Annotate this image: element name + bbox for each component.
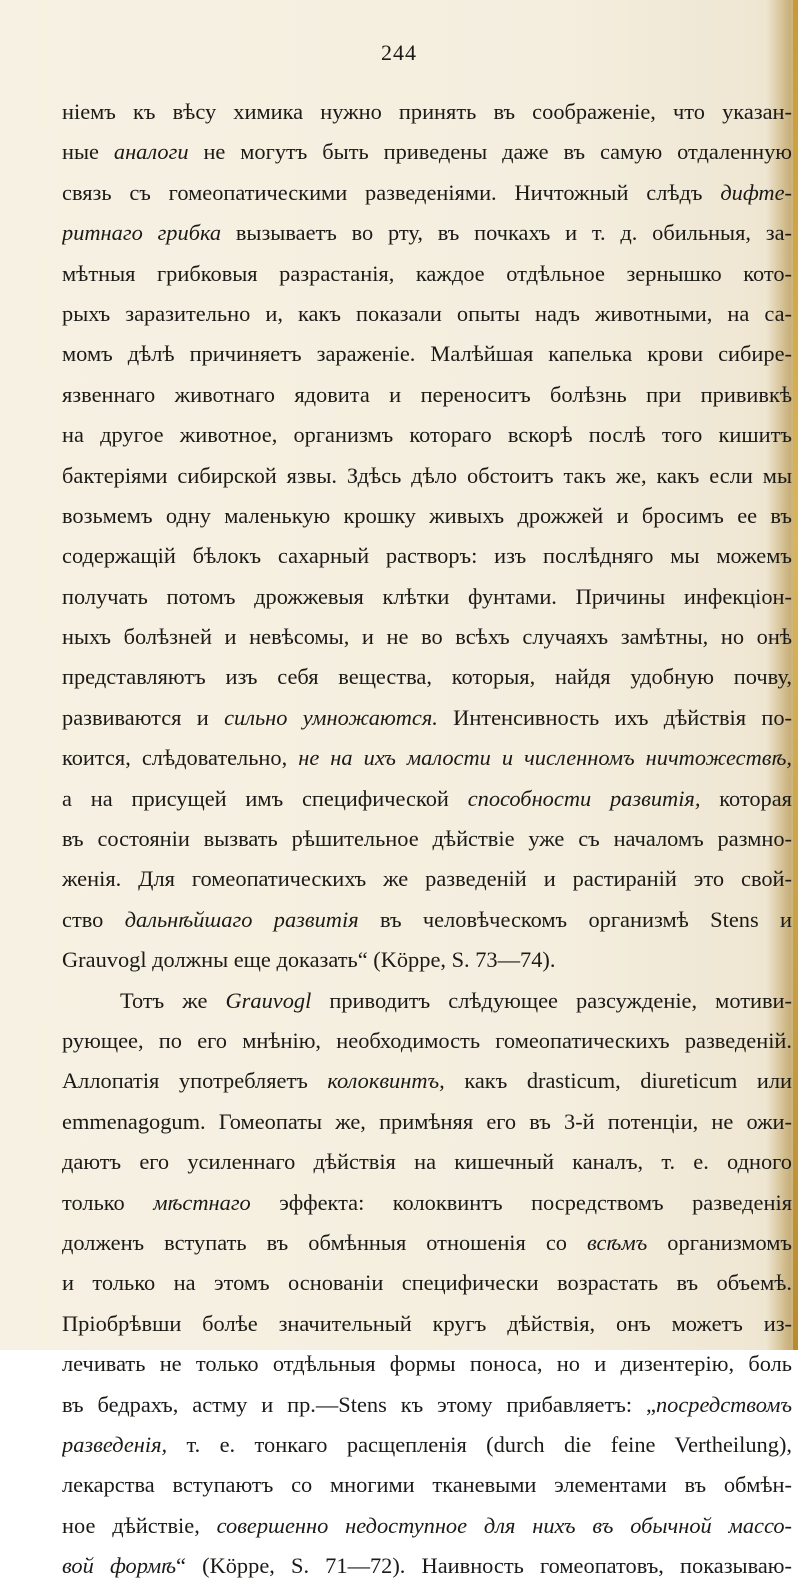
text-line xyxy=(62,1142,792,1182)
text-line xyxy=(62,415,792,455)
text-line xyxy=(62,819,792,859)
text-line xyxy=(62,1223,792,1263)
text-run: представляютъ изъ себя вещества, которыя, найдя удобную почву, xyxy=(62,664,792,690)
text-line xyxy=(62,536,792,576)
text-run: мѣтныя грибковыя разрастанія, каждое отдѣльное зернышко кото- xyxy=(62,260,792,286)
italic-text: способности развитія, xyxy=(467,785,701,811)
text-run: Интенсивность ихъ дѣйствія по- xyxy=(437,704,792,730)
text-line xyxy=(62,1385,792,1425)
text-line xyxy=(62,1425,792,1465)
text-run: въ бедрахъ, астму и пр.—Stens къ этому прибавляетъ: „ xyxy=(62,1391,656,1417)
italic-text: посредствомъ xyxy=(655,1391,792,1417)
italic-text: вой формѣ xyxy=(62,1553,177,1579)
text-run: женія. Для гомеопатическихъ же разведеній и растираній это свой- xyxy=(62,866,792,892)
text-line xyxy=(62,213,792,253)
text-run: лечивать не только отдѣльныя формы поноса, но и дизентерію, боль xyxy=(62,1351,792,1377)
text-run: ніемъ къ вѣсу химика нужно принять въ соображеніе, что указан- xyxy=(62,99,792,124)
text-run: не могутъ быть приведены даже въ самую отдаленную xyxy=(188,139,792,165)
text-run: ство xyxy=(62,906,125,932)
italic-text: Grauvogl xyxy=(225,987,312,1013)
text-line xyxy=(62,496,792,536)
text-run: бактеріями сибирской язвы. Здѣсь дѣло обстоитъ такъ же, какъ если мы xyxy=(62,462,792,488)
text-run: эффекта: колоквинтъ посредствомъ разведенія xyxy=(250,1189,792,1215)
text-line xyxy=(62,1021,792,1061)
text-line xyxy=(62,940,792,980)
text-run: Пріобрѣвши болѣе значительный кругъ дѣйствія, онъ можетъ из- xyxy=(62,1310,792,1336)
italic-text: всѣмъ xyxy=(587,1229,648,1255)
text-run: получать потомъ дрожжевыя клѣтки фунтами. Причины инфекціон- xyxy=(62,583,792,609)
text-run: какъ drasticum, diureticum или xyxy=(444,1068,792,1094)
text-line xyxy=(62,1546,792,1586)
text-line xyxy=(62,294,792,334)
text-line xyxy=(62,981,792,1021)
text-line xyxy=(62,173,792,213)
text-run: ныхъ болѣзней и невѣсомы, и не во всѣхъ случаяхъ замѣтны, но онѣ xyxy=(62,624,792,650)
italic-text: аналоги xyxy=(113,139,189,165)
text-run: долженъ вступать въ обмѣнныя отношенія со xyxy=(62,1229,588,1255)
text-run: рующее, по его мнѣнію, необходимость гомеопатическихъ разведеній. xyxy=(62,1027,792,1053)
text-run: вызываетъ во рту, въ почкахъ и т. д. обильныя, за- xyxy=(221,220,792,246)
text-run: лекарства вступаютъ со многими тканевыми элементами въ обмѣн- xyxy=(62,1472,792,1498)
text-run: Аллопатія употребляетъ xyxy=(62,1068,328,1094)
text-run: язвеннаго животнаго ядовита и переноситъ болѣзнь при прививкѣ xyxy=(62,381,792,407)
text-line xyxy=(62,132,792,172)
text-line xyxy=(62,1061,792,1101)
italic-text: колоквинтъ, xyxy=(327,1068,445,1094)
text-run: содержащій бѣлокъ сахарный растворъ: изъ послѣдняго мы можемъ xyxy=(62,543,792,569)
text-line xyxy=(62,738,792,778)
text-run: только xyxy=(62,1189,154,1215)
text-line xyxy=(62,657,792,697)
text-line xyxy=(62,254,792,294)
text-line xyxy=(62,334,792,374)
text-run: коится, слѣдовательно, xyxy=(62,745,299,771)
text-run: и только на этомъ основаніи специфически возрастать въ объемѣ. xyxy=(62,1270,792,1296)
text-run: рыхъ заразительно и, какъ показали опыты надъ животными, на са- xyxy=(62,300,792,326)
italic-text: разведенія, xyxy=(62,1431,168,1457)
text-run: а на присущей имъ специфической xyxy=(62,785,468,811)
italic-text: не на ихъ малости и численномъ ничтожествѣ, xyxy=(298,745,792,771)
text-run: emmenagogum. Гомеопаты же, примѣняя его въ 3-й потенціи, не ожи- xyxy=(62,1108,792,1134)
text-run: момъ дѣлѣ причиняетъ зараженіе. Малѣйшая капелька крови сибирe- xyxy=(62,341,792,367)
text-run: Тотъ же xyxy=(120,987,226,1013)
text-run: связь съ гомеопатическими разведеніями. Ничтожный слѣдъ xyxy=(62,179,721,205)
text-line xyxy=(62,698,792,738)
text-run: организмомъ xyxy=(647,1229,792,1255)
text-line xyxy=(62,1183,792,1223)
text-run: на другое животное, организмъ котораго вскорѣ послѣ того кишитъ xyxy=(62,422,792,448)
text-run: Grauvogl должны еще доказать“ (Köppe, S. 73—74). xyxy=(62,947,556,973)
text-line xyxy=(62,859,792,899)
page-edge xyxy=(793,0,798,1350)
text-line xyxy=(62,1344,792,1384)
text-line xyxy=(62,900,792,940)
text-run: возьмемъ одну маленькую крошку живыхъ дрожжей и бросимъ ее въ xyxy=(62,502,792,528)
text-line xyxy=(62,577,792,617)
body-text xyxy=(62,92,792,1586)
text-run: которая xyxy=(700,785,792,811)
page-number: 244 xyxy=(381,40,417,65)
text-line xyxy=(62,92,792,132)
text-line xyxy=(62,1304,792,1344)
text-line xyxy=(62,779,792,819)
text-run: даютъ его усиленнаго дѣйствія на кишечный каналъ, т. е. одного xyxy=(62,1149,792,1175)
italic-text: совершенно недоступное для нихъ въ обычной массо- xyxy=(216,1512,792,1538)
text-line xyxy=(62,1506,792,1546)
text-run: приводитъ слѣдующее разсужденіе, мотиви- xyxy=(311,987,792,1013)
text-run: ное дѣйствіе, xyxy=(62,1512,217,1538)
text-run: въ человѣческомъ организмѣ Stens и xyxy=(358,906,792,932)
text-run: развиваются и xyxy=(62,704,225,730)
text-run: ные xyxy=(62,139,114,165)
italic-text: сильно умножаются. xyxy=(224,704,438,730)
text-line xyxy=(62,1465,792,1505)
italic-text: мѣстнаго xyxy=(153,1189,251,1215)
text-line xyxy=(62,1102,792,1142)
text-run: въ состояніи вызвать рѣшительное дѣйствіе уже съ началомъ размно- xyxy=(62,826,792,852)
italic-text: дальнѣйшаго развитія xyxy=(124,906,359,932)
text-run: т. е. тонкаго расщепленія (durch die feine Vertheilung), xyxy=(167,1431,792,1457)
italic-text: дифте- xyxy=(720,179,792,205)
text-run: “ (Köppe, S. 71—72). Наивность гомеопатовъ, показываю- xyxy=(176,1553,792,1579)
text-line xyxy=(62,1263,792,1303)
text-line xyxy=(62,375,792,415)
text-line xyxy=(62,456,792,496)
italic-text: ритнаго грибка xyxy=(62,220,222,246)
text-line xyxy=(62,617,792,657)
